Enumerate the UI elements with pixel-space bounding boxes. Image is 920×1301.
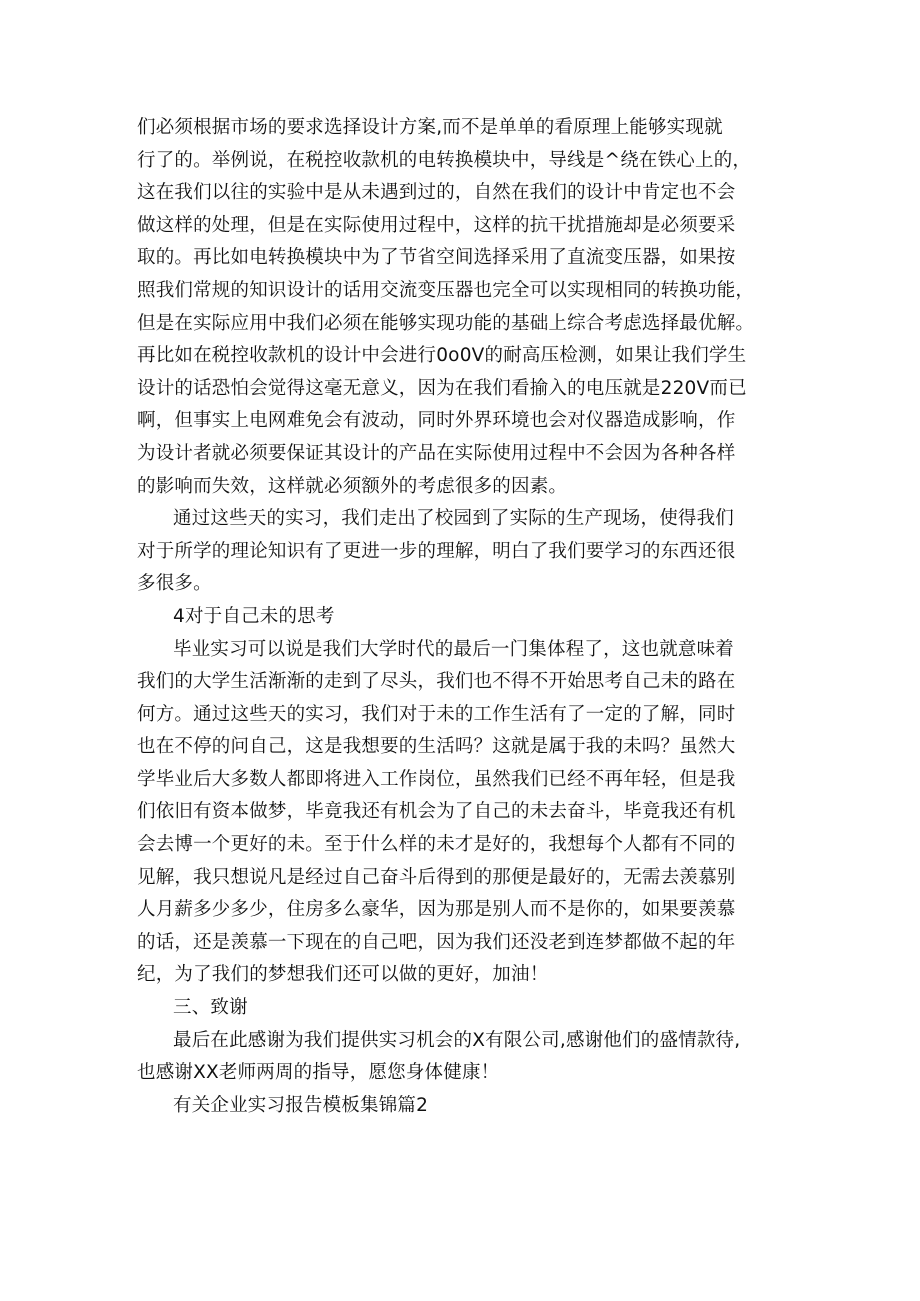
paragraph-line: 们依旧有资本做梦，毕竟我还有机会为了自己的未去奋斗，毕竟我还有机 (137, 801, 736, 823)
paragraph-line: 啊，但事实上电网难免会有波动，同时外界环境也会对仪器造成影响，作 (137, 410, 736, 432)
paragraph-line: 多很多。 (137, 573, 212, 595)
paragraph-line: 人月薪多少多少，住房多么豪华，因为那是别人而不是你的，如果要羡慕 (137, 899, 736, 921)
paragraph-line: 取的。再比如电转换模块中为了节省空间选择采用了直流变压器，如果按 (137, 247, 736, 269)
paragraph-line: 也在不停的问自己，这是我想要的生活吗？这就是属于我的未吗？虽然大 (137, 736, 736, 758)
section-heading: 三、致谢 (173, 997, 248, 1019)
paragraph-line: 设计的话恐怕会觉得这毫无意义，因为在我们看揄入的电压就是220V而已 (137, 377, 747, 399)
paragraph-line: 照我们常规的知识设计的话用交流变压器也完全可以实现相同的转换功能， (137, 279, 755, 301)
paragraph-line: 们必须根据市场的要求选择设计方案,而不是单单的看原理上能够实现就 (137, 117, 723, 138)
paragraph-line: 最后在此感谢为我们提供实习机会的X有限公司,感谢他们的盛情款待, (173, 1029, 741, 1051)
paragraph-line: 做这样的处理，但是在实际使用过程中，这样的抗干扰措施却是必须要采 (137, 214, 736, 236)
paragraph-line: 但是在实际应用中我们必须在能够实现功能的基础上综合考虑选择最优解。 (137, 312, 755, 334)
paragraph-line: 为设计者就必须要保证其设计的产品在实际使用过程中不会因为各种各样 (137, 442, 736, 464)
paragraph-line: 会去博一个更好的未。至于什么样的未才是好的，我想每个人都有不同的 (137, 834, 736, 856)
paragraph-line: 的影响而失效，这样就必须额外的考虑很多的因素。 (137, 475, 568, 497)
paragraph-line: 毕业实习可以说是我们大学时代的最后一门集体程了，这也就意味着 (173, 638, 735, 660)
paragraph-line: 这在我们以往的实验中是从未遇到过的，自然在我们的设计中肯定也不会 (137, 182, 736, 204)
section-heading: 4对于自己未的思考 (173, 605, 335, 627)
paragraph-line: 的话，还是羡慕一下现在的自己吧，因为我们还没老到连梦都做不起的年 (137, 931, 736, 953)
paragraph-line: 学毕业后大多数人都即将进入工作岗位，虽然我们已经不再年轻，但是我 (137, 768, 736, 790)
paragraph-line: 何方。通过这些天的实习，我们对于未的工作生活有了一定的了解，同时 (137, 703, 736, 725)
paragraph-line: 也感谢XX老师两周的指导，愿您身体健康！ (137, 1062, 500, 1084)
paragraph-line: 纪，为了我们的梦想我们还可以做的更好，加油！ (137, 964, 549, 986)
paragraph-line: 见解，我只想说凡是经过自己奋斗后得到的那便是最好的，无需去羡慕别 (137, 866, 736, 888)
paragraph-line: 我们的大学生活渐渐的走到了尽头，我们也不得不开始思考自己未的路在 (137, 671, 736, 693)
document-body (137, 112, 787, 1122)
section-heading: 有关企业实习报告模板集锦篇2 (173, 1094, 429, 1116)
paragraph-line: 再比如在税控收款机的设计中会进行0o0V的耐高压检测，如果让我们学生 (137, 345, 747, 367)
paragraph-line: 行了的。举例说，在税控收款机的电转换模块中，导线是^绕在铁心上的， (137, 149, 752, 171)
paragraph-line: 对于所学的理论知识有了更进一步的理解，明白了我们要学习的东西还很 (137, 540, 736, 562)
paragraph-line: 通过这些天的实习，我们走出了校园到了实际的生产现场，使得我们 (173, 508, 735, 530)
